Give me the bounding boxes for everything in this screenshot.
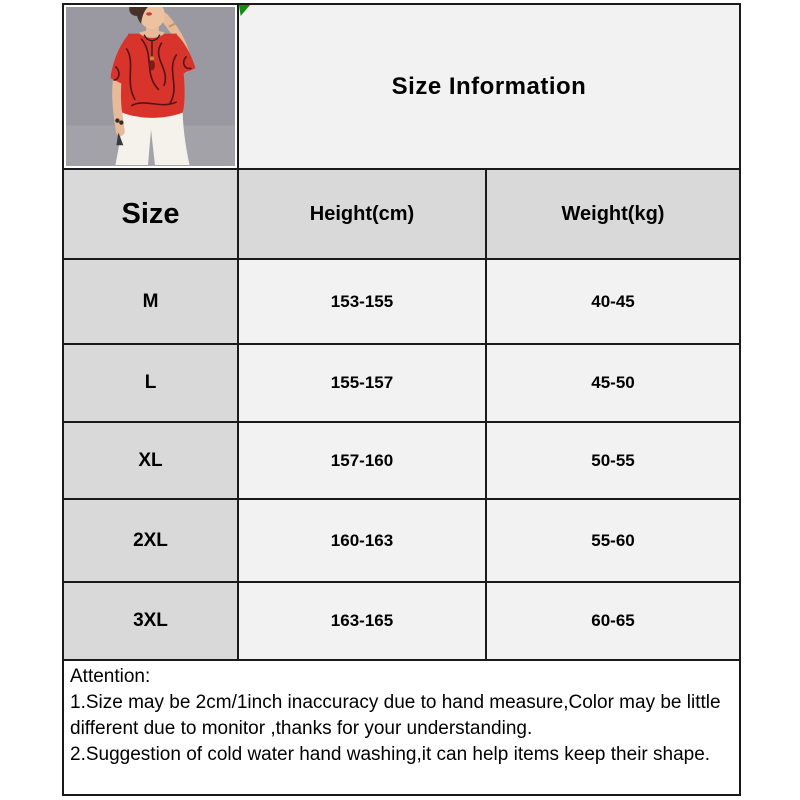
green-corner-flag-icon — [239, 5, 250, 16]
row-2xl-weight: 55-60 — [487, 500, 739, 583]
row-l-height: 155-157 — [239, 345, 487, 423]
row-3xl-size: 3XL — [64, 583, 239, 661]
row-xl-weight: 50-55 — [487, 423, 739, 500]
product-photo — [64, 5, 239, 170]
row-3xl-weight: 60-65 — [487, 583, 739, 661]
attention-line-2: different due to monitor ,thanks for your understanding. — [70, 718, 533, 739]
row-2xl-height: 160-163 — [239, 500, 487, 583]
banner-title: Size Information — [391, 72, 587, 100]
column-header-weight: Weight(kg) — [487, 170, 739, 260]
column-header-size: Size — [64, 170, 239, 260]
row-m-weight: 40-45 — [487, 260, 739, 345]
size-chart-table — [62, 3, 741, 796]
attention-line-1: 1.Size may be 2cm/1inch inaccuracy due to hand measure,Color may be little — [70, 692, 721, 713]
attention-note — [64, 661, 739, 794]
row-m-size: M — [64, 260, 239, 345]
row-l-size: L — [64, 345, 239, 423]
row-xl-size: XL — [64, 423, 239, 500]
attention-title: Attention: — [70, 666, 151, 687]
row-xl-height: 157-160 — [239, 423, 487, 500]
attention-line-3: 2.Suggestion of cold water hand washing,it can help items keep their shape. — [70, 744, 711, 765]
row-l-weight: 45-50 — [487, 345, 739, 423]
row-m-height: 153-155 — [239, 260, 487, 345]
column-header-height: Height(cm) — [239, 170, 487, 260]
size-information-banner — [239, 5, 739, 170]
row-2xl-size: 2XL — [64, 500, 239, 583]
row-3xl-height: 163-165 — [239, 583, 487, 661]
model-illustration — [66, 7, 235, 166]
